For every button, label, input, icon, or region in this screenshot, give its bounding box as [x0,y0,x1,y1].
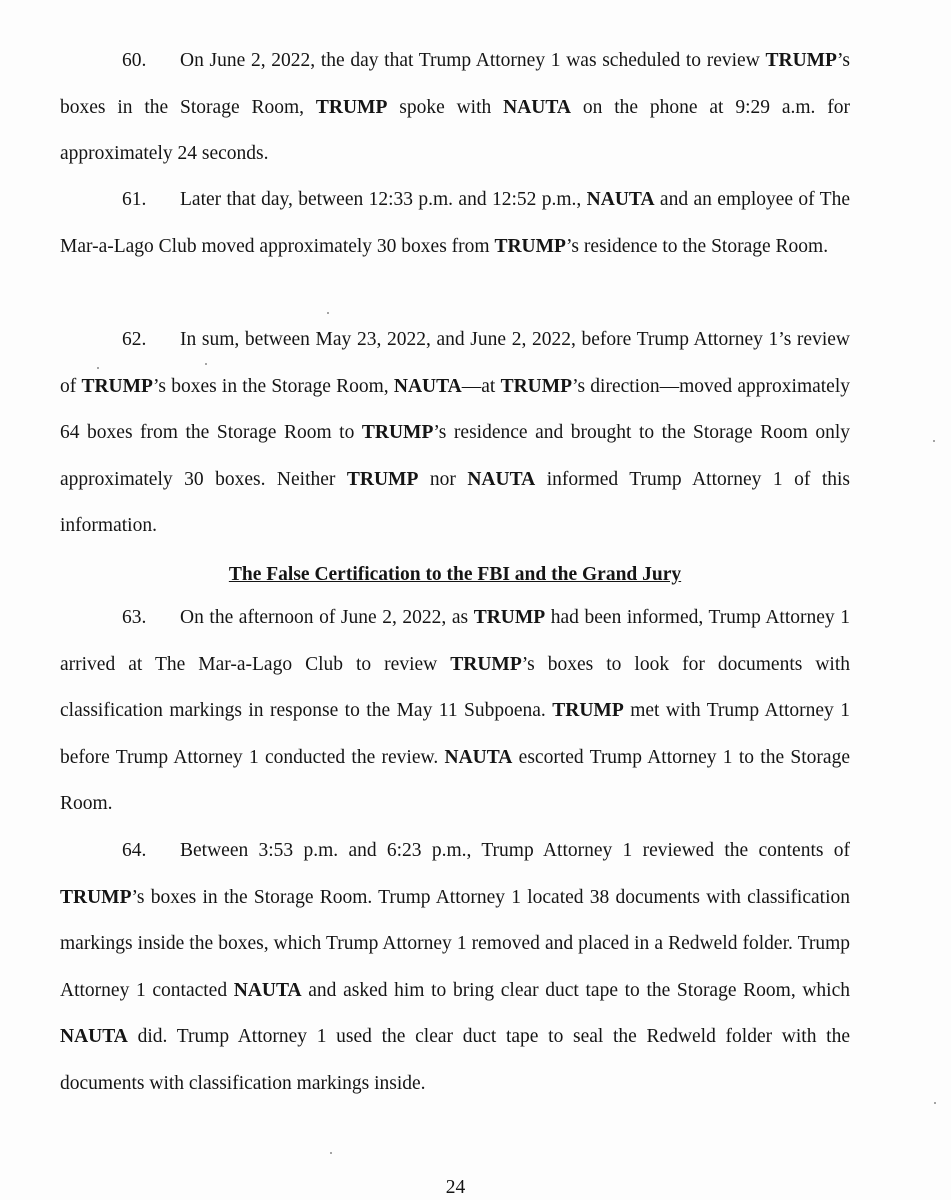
paragraph-text: had been informed, Trump Attorney 1 arrived at The Mar-a-Lago Club to review [60,607,850,675]
defendant-name: TRUMP [315,96,388,118]
paragraph-text: and an employee of The Mar-a-Lago Club moved approximately 30 boxes from [60,189,850,257]
scan-speck [330,1152,332,1154]
defendant-name: NAUTA [586,189,655,210]
paragraph-number: 61. [122,189,147,210]
scan-speck [933,440,935,442]
paragraph-text: On the afternoon of June 2, 2022, as [180,607,474,628]
paragraph-text: nor [418,468,468,490]
paragraph-text: and asked him to bring clear duct tape to the Storage Room, which [301,979,850,1001]
paragraph-number: 64. [122,840,147,861]
paragraph-text: In sum, between May 23, 2022, and June 2, 2022, before Trump Attorney 1’s review of [60,329,850,397]
paragraph-number: 63. [122,607,147,628]
defendant-name: TRUMP [473,607,546,628]
paragraph-text: ’s boxes in the Storage Room, [60,50,850,118]
section-heading: The False Certification to the FBI and the Grand Jury [228,564,682,585]
paragraph-64 [60,828,850,1107]
paragraph-text: Later that day, between 12:33 p.m. and 12:52 p.m., [180,189,587,210]
paragraph-text: on the phone at 9:29 a.m. for approximately 24 seconds. [60,96,851,164]
defendant-name: TRUMP [494,235,566,257]
defendant-name: NAUTA [60,1026,128,1047]
paragraph-63 [60,595,850,828]
defendant-name: NAUTA [233,979,302,1001]
defendant-name: TRUMP [60,886,132,908]
defendant-name: NAUTA [393,375,462,397]
defendant-name: NAUTA [444,746,513,768]
defendant-name: TRUMP [765,50,837,71]
paragraph-62 [60,317,850,550]
paragraph-text: ’s residence and brought to the Storage Room only approximately 30 boxes. Neither [60,422,850,490]
paragraph-text: ’s boxes in the Storage Room. Trump Attorney 1 located 38 documents with classification markings inside the boxes, which Trump Attorney 1 removed and placed in a Redweld folder. Trump Attorney 1 contacted [60,886,850,1001]
scan-speck [205,363,207,365]
paragraph-text: spoke with [387,96,504,118]
paragraph-text: informed Trump Attorney 1 of this information. [60,468,850,536]
defendant-name: TRUMP [500,375,573,397]
defendant-name: TRUMP [346,468,419,490]
paragraph-text: ’s boxes to look for documents with classification markings in response to the May 11 Subpoena. [60,653,851,721]
scan-speck [934,1102,936,1104]
paragraph-text: Between 3:53 p.m. and 6:23 p.m., Trump Attorney 1 reviewed the contents of [180,840,850,861]
defendant-name: TRUMP [361,422,434,443]
paragraph-text: escorted Trump Attorney 1 to the Storage Room. [60,746,850,814]
defendant-name: TRUMP [552,700,624,721]
paragraph-text: On June 2, 2022, the day that Trump Attorney 1 was scheduled to review [180,50,766,71]
scan-speck [327,312,329,314]
paragraph-61 [60,177,850,270]
scan-speck [97,367,99,369]
paragraph-text: ’s boxes in the Storage Room, [152,375,394,397]
paragraph-text: did. Trump Attorney 1 used the clear duct tape to seal the Redweld folder with the documents with classification markings inside. [60,1026,850,1094]
paragraph-text: ’s residence to the Storage Room. [565,235,829,257]
paragraph-60 [60,38,850,178]
paragraph-text: met with Trump Attorney 1 before Trump Attorney 1 conducted the review. [60,700,850,768]
page-number: 24 [445,1177,466,1198]
defendant-name: TRUMP [450,653,522,675]
paragraph-text: —at [461,375,501,397]
paragraph-number: 62. [122,329,147,350]
defendant-name: TRUMP [81,375,153,397]
paragraph-text: ’s direction—moved approximately 64 boxes from the Storage Room to [60,375,851,443]
defendant-name: NAUTA [503,96,571,118]
paragraph-number: 60. [122,50,147,71]
defendant-name: NAUTA [467,468,536,490]
